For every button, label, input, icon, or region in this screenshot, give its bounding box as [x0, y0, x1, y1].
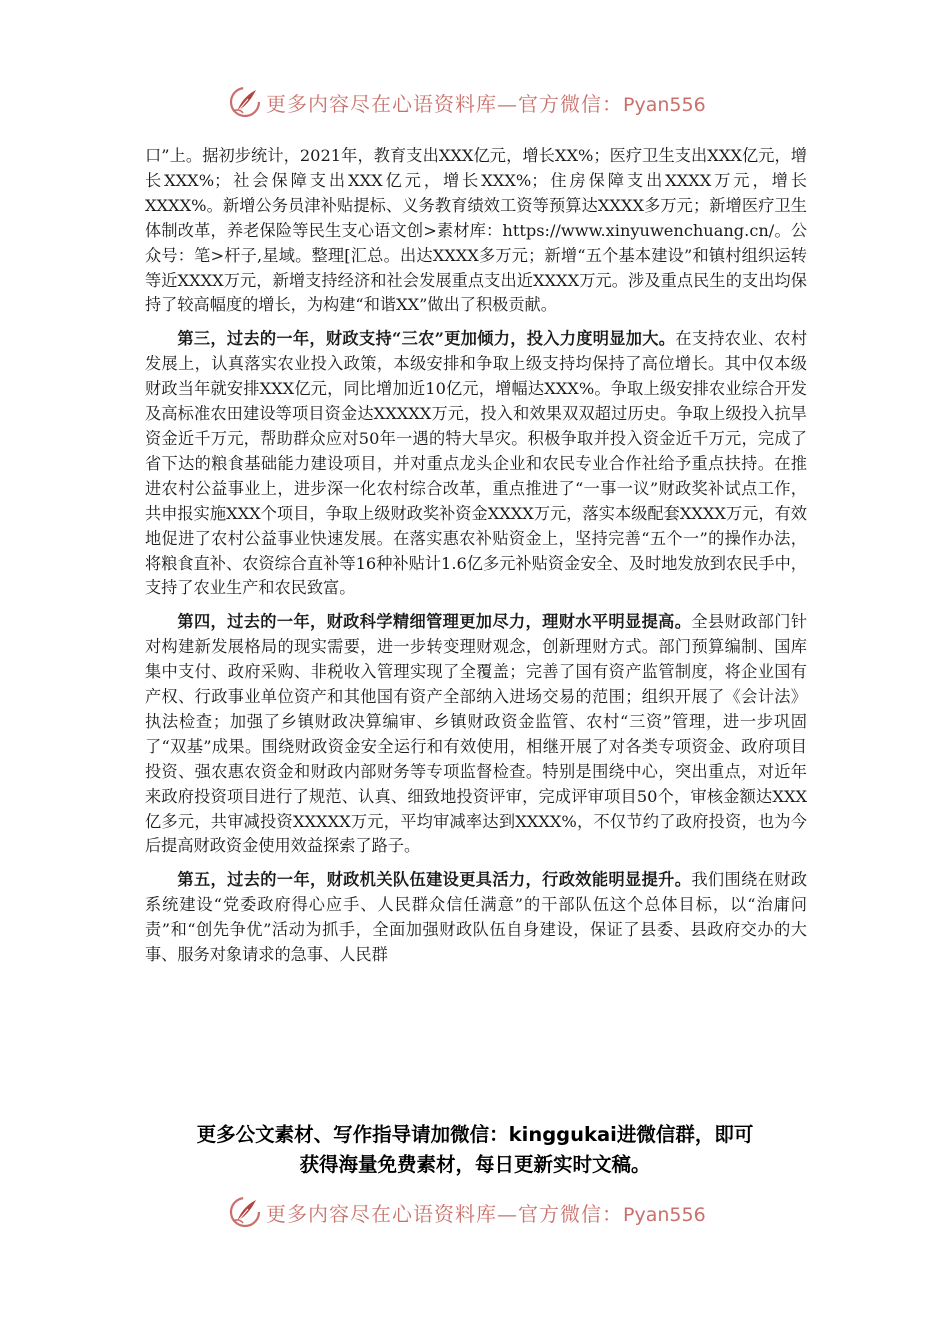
notice-line-2: 获得海量免费素材，每日更新实时文稿。 — [299, 1153, 651, 1176]
feather-quill-logo-icon — [228, 1195, 262, 1229]
paragraph-fifth: 第五，过去的一年，财政机关队伍建设更具活力，行政效能明显提升。我们围绕在财政系统建设“党委政府得心应手、人民群众信任满意”的干部队伍这个总体目标，以“治庸问责”和“创先争优”活动为抓手，全面加强财政队伍自身建设，保证了县委、县政府交办的大事、服务对象请求的急事、人民群 — [145, 870, 808, 965]
paragraph-continuation: 口”上。据初步统计，2021年，教育支出XXX亿元，增长XX%；医疗卫生支出XXX亿元，增长XXX%；社会保障支出XXX亿元，增长XXX%；住房保障支出XXXX万元，增长XXXX%。新增公务员津补贴提标、义务教育绩效工资等预算达XXXX多万元；新增医疗卫生体制改革，养老保险等民生支心语文创>素材库：https://www.xinyuwenchuang.cn/。公众号：笔>杆子,星域。整理[汇总。出达XXXX多万元；新增“五个基本建设”和镇村组织运转等近XXXX万元，新增支持经济和社会发展重点支出近XXXX万元。涉及重点民生的支出均保持了较高幅度的增长，为构建“和谐XX”做出了积极贡献。 — [145, 146, 807, 315]
paragraph-third: 第三，过去的一年，财政支持“三农”更加倾力，投入力度明显加大。在支持农业、农村发展上，认真落实农业投入政策，本级安排和争取上级支持均保持了高位增长。其中仅本级财政当年就安排XXX亿元，同比增加近10亿元，增幅达XXX%。争取上级安排农业综合开发及高标准农田建设等项目资金达XXXXX万元，投入和效果双双超过历史。争取上级投入抗旱资金近千万元，帮助群众应对50年一遇的特大旱灾。积极争取并投入资金近千万元，完成了省下达的粮食基础能力建设项目，并对重点龙头企业和农民专业合作社给予重点扶持。在推进农村公益事业上，进步深一化农村综合改革，重点推进了“一事一议”财政奖补试点工作，共申报实施XXX个项目，争取上级财政奖补资金XXXX万元，落实本级配套XXXX万元，有效地促进了农村公益事业快速发展。在落实惠农补贴资金上，坚持完善“五个一”的操作办法，将粮食直补、农资综合直补等16种补贴计1.6亿多元补贴资金安全、及时地发放到农民手中，支持了农业生产和农民致富。 — [145, 329, 807, 598]
footer-banner-text: 更多内容尽在心语资料库—官方微信：Pyan556 — [266, 1201, 706, 1226]
footer-wechat-id: Pyan556 — [623, 1203, 706, 1226]
header-banner-text: 更多内容尽在心语资料库—官方微信：Pyan556 — [266, 91, 706, 116]
footer-banner — [228, 1192, 728, 1232]
feather-quill-logo-icon — [228, 85, 262, 119]
notice-line-1: 更多公文素材、写作指导请加微信：kinggukai进微信群，即可 — [196, 1123, 754, 1146]
header-banner — [228, 82, 728, 122]
paragraph-lead: 第四，过去的一年，财政科学精细管理更加尽力，理财水平明显提高。 — [177, 612, 692, 632]
wechat-notice — [120, 1120, 830, 1180]
paragraph-lead: 第五，过去的一年，财政机关队伍建设更具活力，行政效能明显提升。 — [177, 870, 692, 890]
header-wechat-id: Pyan556 — [623, 93, 706, 116]
paragraph-lead: 第三，过去的一年，财政支持“三农”更加倾力，投入力度明显加大。 — [177, 329, 676, 349]
document-body — [145, 144, 807, 977]
paragraph-fourth: 第四，过去的一年，财政科学精细管理更加尽力，理财水平明显提高。全县财政部门针对构建新发展格局的现实需要，进一步转变理财观念，创新理财方式。部门预算编制、国库集中支付、政府采购、非税收入管理实现了全覆盖；完善了国有资产监管制度，将企业国有产权、行政事业单位资产和其他国有资产全部纳入进场交易的范围；组织开展了《会计法》执法检查；加强了乡镇财政决算编审、乡镇财政资金监管、农村“三资”管理，进一步巩固了“双基”成果。围绕财政资金安全运行和有效使用，相继开展了对各类专项资金、政府项目投资、强农惠农资金和财政内部财务等专项监督检查。特别是围绕中心，突出重点，对近年来政府投资项目进行了规范、认真、细致地投资评审，完成评审项目50个，审核金额达XXX亿多元，共审减投资XXXXX万元，平均审减率达到XXXX%，不仅节约了政府投资，也为今后提高财政资金使用效益探索了路子。 — [145, 612, 808, 856]
